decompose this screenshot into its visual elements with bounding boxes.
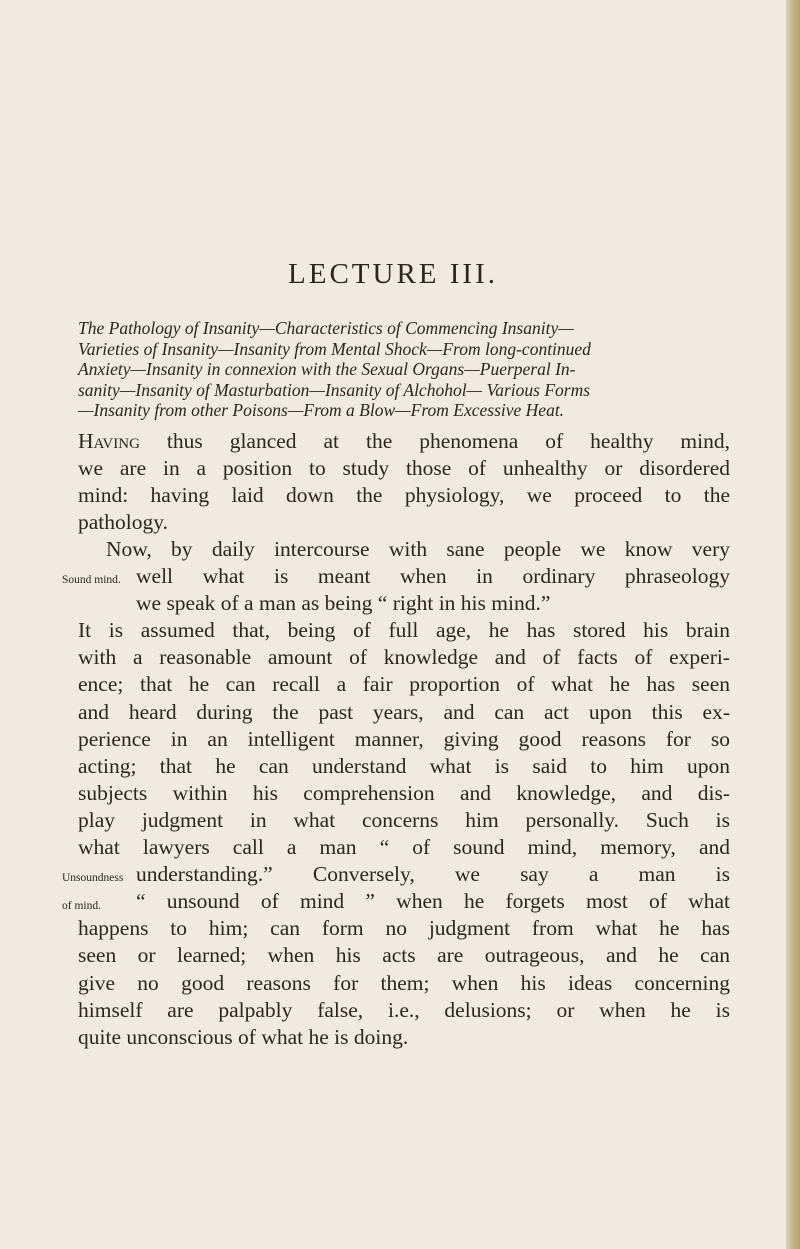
- paragraph-line: we speak of a man as being “ right in his mind.”: [136, 591, 551, 616]
- sidenote-sound-mind: Sound mind.: [62, 574, 121, 586]
- paragraph-line: we are in a position to study those of unhealthy or disordered: [78, 456, 730, 481]
- paragraph-line: seen or learned; when his acts are outrageous, and he can: [78, 943, 730, 968]
- paragraph-line: well what is meant when in ordinary phraseology: [136, 564, 730, 589]
- page-edge: [786, 0, 800, 1249]
- synopsis-line: The Pathology of Insanity—Characteristics of Commencing Insanity—: [78, 318, 574, 338]
- paragraph-sound-mind: [78, 536, 730, 1051]
- paragraph-line: “ unsound of mind ” when he forgets most of what: [136, 889, 730, 914]
- lecture-title: LECTURE III.: [288, 258, 498, 290]
- paragraph-line: what lawyers call a man “ of sound mind, memory, and: [78, 835, 730, 860]
- sidenote-unsoundness: Unsoundness: [62, 872, 124, 884]
- paragraph-line: quite unconscious of what he is doing.: [78, 1024, 409, 1049]
- paragraph-line: ence; that he can recall a fair proportion of what he has seen: [78, 672, 730, 697]
- synopsis-line: Varieties of Insanity—Insanity from Mental Shock—From long-continued: [78, 338, 591, 359]
- paragraph-line: understanding.” Conversely, we say a man is: [136, 862, 730, 887]
- paragraph-line: himself are palpably false, i.e., delusions; or when he is: [78, 997, 730, 1022]
- drop-word: Having: [78, 429, 140, 453]
- synopsis-line: Anxiety—Insanity in connexion with the Sexual Organs—Puerperal In-: [78, 359, 576, 380]
- synopsis-line: sanity—Insanity of Masturbation—Insanity of Alchohol— Various Forms: [78, 379, 591, 400]
- paragraph-line: acting; that he can understand what is said to him upon: [78, 753, 730, 778]
- lecture-synopsis: [78, 318, 718, 421]
- paragraph-line: Now, by daily intercourse with sane people we know very: [106, 537, 730, 561]
- paragraph-line: with a reasonable amount of knowledge and of facts of experi-: [78, 645, 730, 670]
- paragraph-line: subjects within his comprehension and knowledge, and dis-: [78, 780, 730, 805]
- paragraph-line: It is assumed that, being of full age, he has stored his brain: [78, 618, 730, 643]
- synopsis-line: —Insanity from other Poisons—From a Blow—From Excessive Heat.: [78, 400, 565, 421]
- paragraph-line: mind: having laid down the physiology, we proceed to the: [78, 483, 730, 508]
- paragraph-intro: [78, 428, 730, 536]
- paragraph-line: pathology.: [78, 510, 168, 535]
- paragraph-line: and heard during the past years, and can act upon this ex-: [78, 699, 730, 724]
- paragraph-line: [78, 428, 730, 455]
- paragraph-line: play judgment in what concerns him personally. Such is: [78, 807, 730, 832]
- paragraph-line: happens to him; can form no judgment from what he has: [78, 916, 730, 941]
- paragraph-line: perience in an intelligent manner, giving good reasons for so: [78, 726, 730, 751]
- paragraph-line-text: thus glanced at the phenomena of healthy mind,: [166, 429, 730, 453]
- sidenote-of-mind: of mind.: [62, 900, 101, 912]
- paragraph-line: give no good reasons for them; when his ideas concerning: [78, 970, 730, 995]
